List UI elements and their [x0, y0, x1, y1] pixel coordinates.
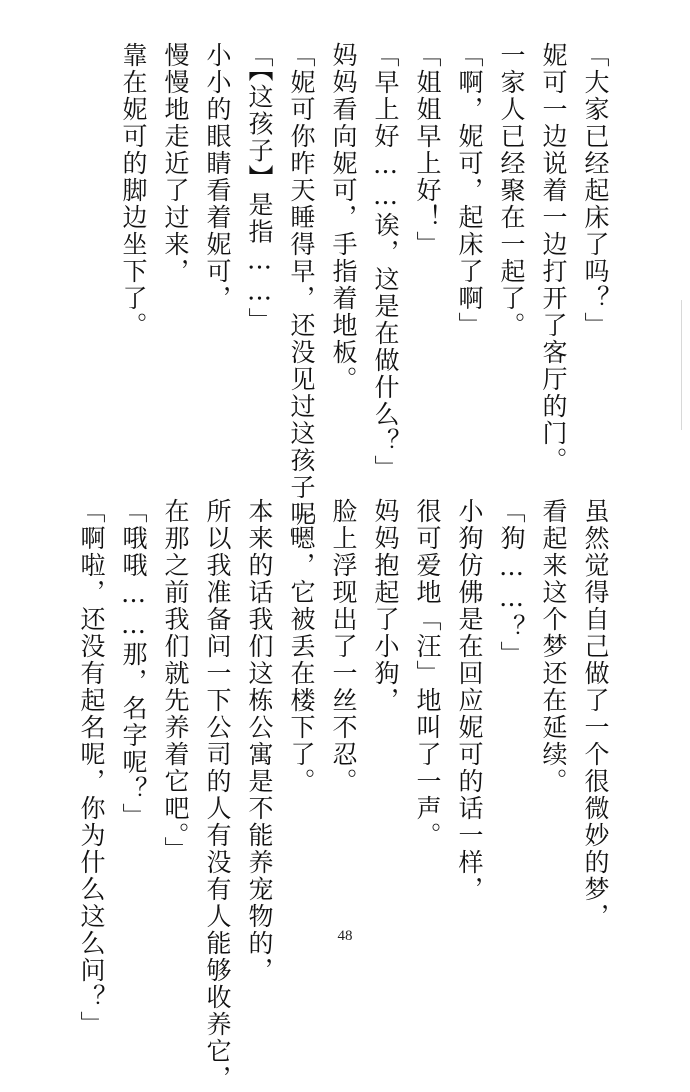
text-line: 所以我准备问一下公司的人有没有人能够收养它，	[203, 498, 232, 1092]
text-line: 妈妈抱起了小狗，	[371, 498, 400, 714]
text-line: 「姐姐早上好！」	[413, 42, 442, 258]
page-number: 48	[337, 928, 353, 944]
page-edge-mark	[681, 300, 682, 430]
text-line: 脸上浮现出了一丝不忍。	[329, 498, 358, 795]
text-line: 靠在妮可的脚边坐下了。	[119, 42, 148, 339]
text-line: 「狗……？」	[497, 498, 526, 668]
text-block-top	[118, 42, 610, 555]
text-line: 虽然觉得自己做了一个很微妙的梦，	[581, 498, 610, 930]
text-line: 很可爱地「汪」地叫了一声。	[413, 498, 442, 849]
text-line: 「早上好……诶，这是在做什么？」	[371, 42, 400, 482]
text-line: 「嗯，它被丢在楼下了。	[287, 498, 316, 795]
text-line: 「【这孩子】是指……」	[245, 42, 274, 335]
text-line: 慢慢地走近了过来，	[161, 42, 190, 285]
text-line: 「大家已经起床了吗？」	[581, 42, 610, 339]
text-line: 妮可一边说着一边打开了客厅的门。	[539, 42, 568, 474]
text-line: 妈妈看向妮可，手指着地板。	[329, 42, 358, 393]
text-line: 本来的话我们这栋公寓是不能养宠物的，	[245, 498, 274, 984]
text-line: 小狗仿佛是在回应妮可的话一样，	[455, 498, 484, 903]
text-line: 一家人已经聚在一起了。	[497, 42, 526, 339]
text-line: 「哦哦……那，名字呢？」	[119, 498, 148, 830]
text-line: 在那之前我们就先养着它吧。」	[161, 498, 190, 864]
text-line: 「妮可你昨天睡得早，还没见过这孩子呢」	[287, 42, 316, 555]
text-line: 「啊，妮可，起床了啊」	[455, 42, 484, 339]
text-line: 看起来这个梦还在延续。	[539, 498, 568, 795]
text-line: 「啊啦，还没有起名呢，你为什么这么问？」	[77, 498, 106, 1038]
text-line: 小小的眼睛看着妮可，	[203, 42, 232, 312]
